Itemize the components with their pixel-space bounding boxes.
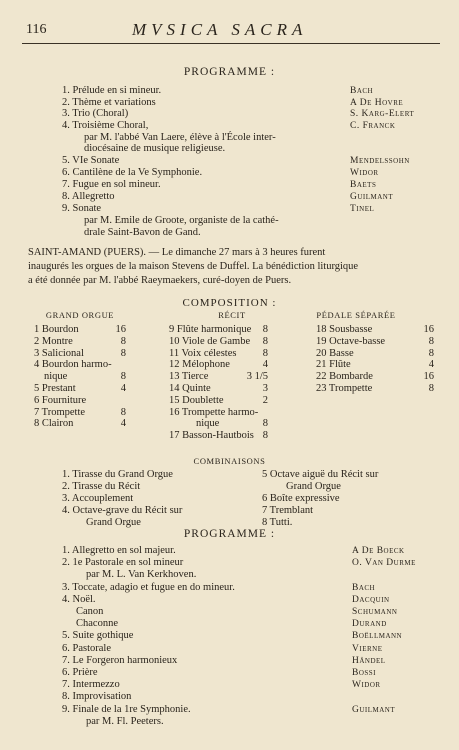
article-line: a été donnée par M. l'abbé Raeymaekers, curé-doyen de Puers. [28, 275, 292, 286]
journal-title: MVSICA SACRA [132, 20, 308, 39]
stop-name: 16 Trompette harmo- [169, 406, 259, 418]
programme-item-text: 7. Intermezzo [62, 679, 120, 691]
stop-size: 3 [262, 383, 268, 394]
header-rule [22, 43, 440, 44]
programme-composer: A De Hovre [350, 98, 404, 108]
combinaison-left: 2. Tirasse du Récit [62, 481, 141, 492]
programme-item-text: 7. Le Forgeron harmonieux [62, 654, 178, 666]
stop-name: 20 Basse [316, 347, 354, 359]
stop-name: 13 Tierce [169, 371, 209, 383]
programme-composer: Baets [350, 180, 377, 190]
programme-1-title: PROGRAMME : [183, 66, 276, 78]
programme-item-text: 5. Suite gothique [62, 630, 134, 642]
stop-size: 4 [428, 359, 434, 371]
programme-composer: Widor [352, 680, 381, 691]
stop-size: 4 [262, 359, 268, 371]
programme-item-text: 3. Toccate, adagio et fugue en do mineur. [62, 581, 235, 593]
programme-item-text: drale Saint-Bavon de Gand. [84, 227, 201, 238]
stop-size: 8 [262, 324, 268, 335]
combinaison-right: 6 Boîte expressive [262, 493, 340, 504]
stop-size: 8 [120, 347, 126, 359]
combinaisons-title: COMBINAISONS [193, 456, 266, 466]
stop-size: 8 [120, 406, 126, 418]
stop-name: 15 Doublette [169, 394, 224, 406]
composition-column-heading: RÉCIT [218, 310, 246, 320]
programme-composer: Tinel [350, 204, 375, 214]
programme-item-text: par M. Emile de Groote, organiste de la cathé- [84, 215, 279, 226]
stop-name: 22 Bombarde [316, 371, 373, 383]
programme-item-text: par M. l'abbé Van Laere, élève à l'École inter- [84, 132, 276, 143]
article-line: inaugurés les orgues de la maison Stevens de Duffel. La bénédiction liturgique [28, 261, 359, 272]
programme-composer: Guilmant [352, 704, 396, 715]
programme-item-text: par M. L. Van Kerkhoven. [86, 569, 197, 581]
programme-item-text: 2. 1e Pastorale en sol mineur [62, 557, 184, 569]
combinaison-right: Grand Orgue [286, 481, 341, 492]
stop-size: 8 [262, 335, 268, 347]
stop-name: 9 Flûte harmonique [169, 324, 252, 335]
programme-item-text: 7. Fugue en sol mineur. [62, 179, 161, 190]
programme-composer: S. Karg-Elert [350, 109, 415, 119]
programme-composer: O. Van Durme [352, 558, 416, 569]
stop-name: 18 Sousbasse [316, 324, 373, 335]
programme-item-text: par M. Fl. Peeters. [86, 715, 164, 727]
programme-item-text: 2. Thème et variations [62, 97, 156, 108]
programme-item-text: 4. Noël. [62, 593, 96, 605]
programme-composer: Boëllmann [352, 631, 403, 642]
stop-name: 8 Clairon [34, 418, 74, 430]
stop-name: nique [44, 371, 68, 383]
stop-name: nique [196, 418, 220, 430]
programme-item-text: diocésaine de musique religieuse. [84, 143, 226, 154]
stop-name: 4 Bourdon harmo- [34, 359, 112, 371]
stop-name: 12 Mélophone [169, 359, 230, 371]
programme-composer: Widor [350, 168, 379, 178]
programme-item-text: 8. Improvisation [62, 691, 132, 703]
stop-name: 10 Viole de Gambe [169, 335, 251, 347]
stop-name: 6 Fourniture [34, 394, 87, 406]
stop-name: 14 Quinte [169, 383, 211, 394]
stop-size: 16 [423, 324, 434, 335]
combinaison-left: Grand Orgue [86, 517, 141, 528]
programme-composer: Durand [352, 619, 387, 630]
programme-item-text: 5. VIe Sonate [62, 155, 120, 166]
programme-item-text: 9. Finale de la 1re Symphonie. [62, 703, 191, 715]
stop-size: 8 [428, 335, 434, 347]
programme-composer: Bach [352, 582, 376, 593]
article-line: SAINT-AMAND (PUERS). — Le dimanche 27 mars à 3 heures furent [28, 247, 326, 258]
combinaison-right: 8 Tutti. [262, 517, 293, 528]
stop-name: 7 Trompette [34, 406, 86, 418]
stop-name: 11 Voix célestes [169, 347, 237, 359]
stop-name: 19 Octave-basse [316, 335, 386, 347]
programme-composer: C. Franck [350, 121, 396, 131]
stop-size: 4 [120, 383, 126, 394]
stop-size: 8 [428, 383, 434, 394]
combinaison-left: 3. Accouplement [62, 493, 134, 504]
stop-size: 16 [423, 371, 434, 383]
programme-composer: A De Boeck [352, 546, 405, 556]
programme-item-text: 4. Troisième Choral, [62, 120, 149, 131]
programme-item-text: 6. Cantilène de la Ve Symphonie. [62, 167, 203, 178]
programme-composer: Bach [350, 86, 374, 96]
composition-title: COMPOSITION : [182, 297, 277, 309]
programme-item-text: 6. Pastorale [62, 642, 111, 654]
programme-composer: Vierne [352, 643, 383, 654]
stop-name: 5 Prestant [34, 383, 76, 394]
stop-name: 2 Montre [34, 335, 73, 347]
programme-composer: Mendelssohn [350, 156, 410, 166]
stop-size: 8 [120, 335, 126, 347]
programme-item-text: 8. Allegretto [62, 191, 115, 202]
combinaison-left: 1. Tirasse du Grand Orgue [62, 469, 173, 480]
programme-composer: Händel [352, 655, 386, 666]
programme-2-title: PROGRAMME : [183, 528, 276, 540]
programme-item-text: 9. Sonate [62, 203, 102, 214]
stop-name: 3 Salicional [34, 347, 84, 359]
combinaison-right: 7 Tremblant [262, 505, 314, 516]
combinaison-right: 5 Octave aiguë du Récit sur [262, 469, 379, 480]
combinaison-left: 4. Octave-grave du Récit sur [62, 505, 183, 516]
programme-composer: Dacquin [352, 594, 390, 605]
stop-name: 21 Flûte [316, 359, 351, 371]
programme-item-text: Canon [76, 606, 104, 617]
stop-size: 8 [262, 430, 268, 442]
composition-column-heading: GRAND ORGUE [45, 310, 115, 320]
stop-size: 8 [262, 347, 268, 359]
programme-item-text: 1. Allegretto en sol majeur. [62, 545, 176, 556]
stop-size: 2 [262, 394, 268, 406]
stop-size: 8 [428, 347, 434, 359]
stop-size: 8 [262, 418, 268, 430]
stop-size: 8 [120, 371, 126, 383]
programme-item-text: 1. Prélude en si mineur. [62, 85, 162, 96]
programme-composer: Guilmant [350, 192, 394, 202]
programme-item-text: 3. Trio (Choral) [62, 108, 129, 119]
stop-name: 23 Trompette [316, 383, 373, 394]
page-number: 116 [26, 22, 47, 37]
programme-item-text: Chaconne [76, 618, 118, 630]
programme-composer: Schumann [352, 607, 398, 617]
stop-size: 16 [115, 324, 126, 335]
stop-size: 3 1/5 [246, 371, 268, 383]
stop-name: 17 Basson-Hautbois [169, 430, 254, 442]
programme-item-text: 6. Prière [62, 667, 98, 678]
composition-column-heading: PÉDALE SÉPARÉE [316, 310, 396, 320]
stop-name: 1 Bourdon [34, 324, 79, 335]
programme-composer: Bossi [352, 668, 377, 678]
stop-size: 4 [120, 418, 126, 430]
